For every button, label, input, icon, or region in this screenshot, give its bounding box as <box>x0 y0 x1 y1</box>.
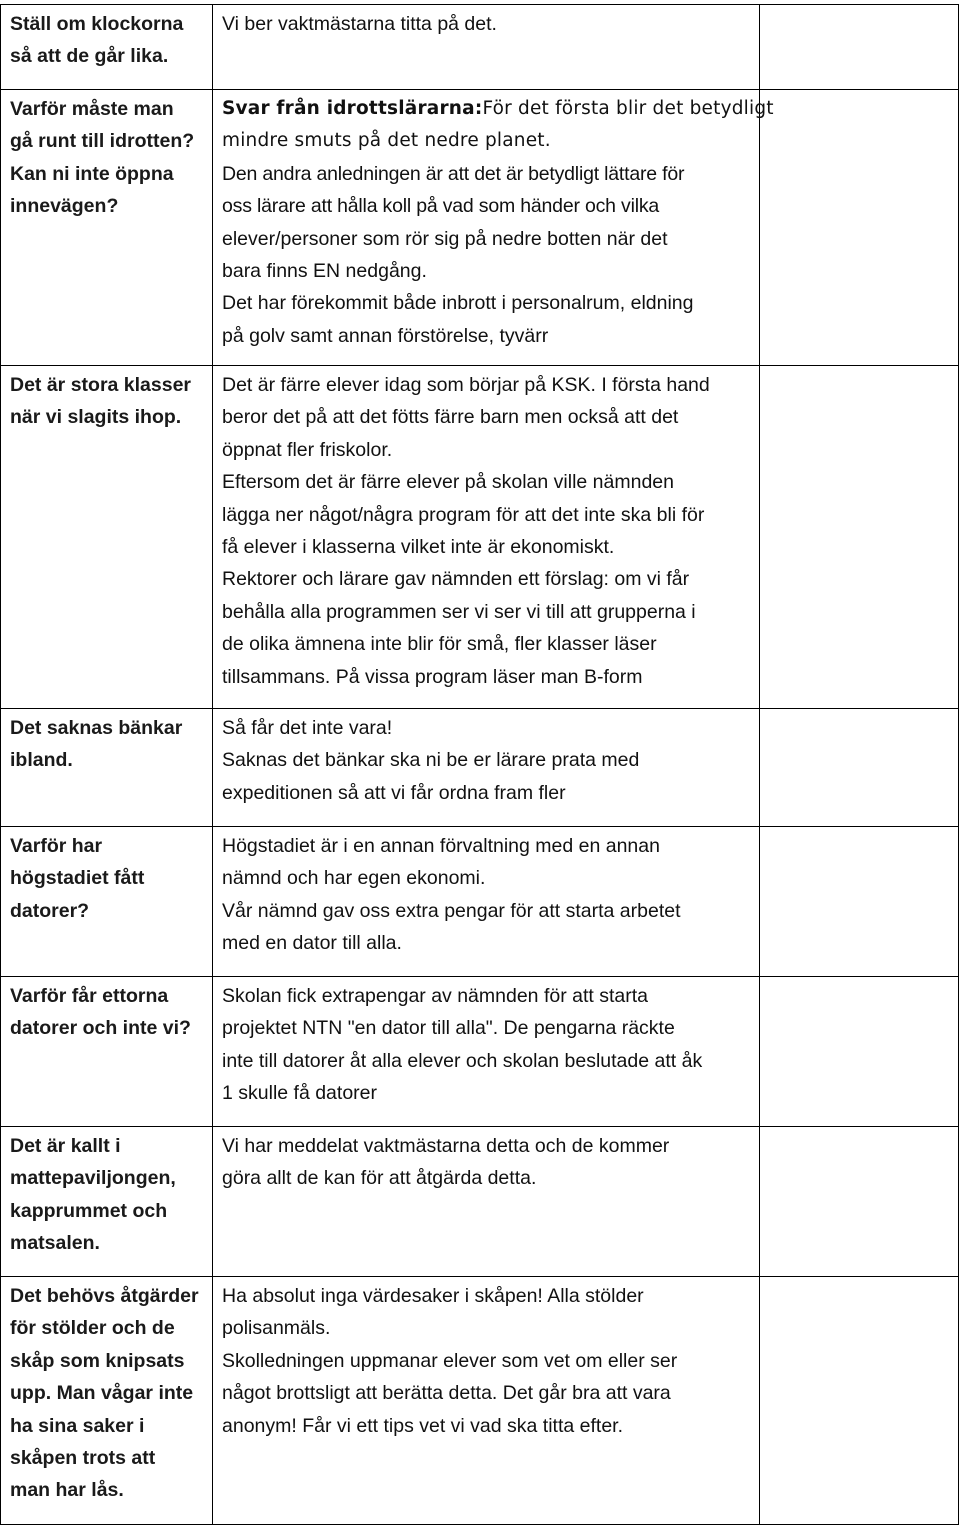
question-cell <box>1 827 213 977</box>
answer-line: Vi ber vaktmästarna titta på det. <box>222 13 497 35</box>
answer-line: göra allt de kan för att åtgärda detta. <box>222 1167 537 1190</box>
question-cell <box>1 5 213 90</box>
empty-cell <box>760 1127 959 1277</box>
question-line: så att de går lika. <box>10 45 169 68</box>
empty-cell <box>760 5 959 90</box>
table-row <box>1 5 959 90</box>
answer-line: Så får det inte vara! <box>222 717 393 739</box>
answer-line: elever/personer som rör sig på nedre botten när det <box>222 227 668 250</box>
table-row <box>1 90 959 366</box>
empty-cell <box>760 977 959 1127</box>
question-line: kapprummet och <box>10 1199 168 1222</box>
answer-line: bara finns EN nedgång. <box>222 260 427 283</box>
answer-line: projektet NTN "en dator till alla". De pengarna räckte <box>222 1017 675 1040</box>
answer-line: Det är färre elever idag som börjar på KSK. I första hand <box>222 374 710 396</box>
table-row <box>1 709 959 827</box>
question-line: datorer och inte vi? <box>10 1017 191 1040</box>
answer-line: behålla alla programmen ser vi ser vi till att grupperna i <box>222 600 696 623</box>
question-cell <box>1 1277 213 1525</box>
answer-line <box>222 93 774 125</box>
question-line: högstadiet fått <box>10 867 145 890</box>
question-line: mattepaviljongen, <box>10 1167 176 1190</box>
question-line: man har lås. <box>10 1479 124 1502</box>
question-line: Varför har <box>10 835 103 857</box>
answer-line: Vi har meddelat vaktmästarna detta och de kommer <box>222 1135 670 1157</box>
answer-line: Det har förekommit både inbrott i personalrum, eldning <box>222 292 694 315</box>
question-line: innevägen? <box>10 195 119 218</box>
answer-line: något brottsligt att berätta detta. Det går bra att vara <box>222 1382 671 1405</box>
answer-line: inte till datorer åt alla elever och skolan beslutade att åk <box>222 1049 703 1072</box>
answer-line: på golv samt annan förstörelse, tyvärr <box>222 324 549 347</box>
question-line: skåp som knipsats <box>10 1349 185 1372</box>
answer-cell <box>213 1277 760 1525</box>
question-line: Det är stora klasser <box>10 374 192 396</box>
question-line: skåpen trots att <box>10 1447 156 1470</box>
answer-line: expeditionen så att vi får ordna fram fler <box>222 781 566 804</box>
question-line: Varför får ettorna <box>10 985 169 1007</box>
question-line: matsalen. <box>10 1232 100 1255</box>
question-line: gå runt till idrotten? <box>10 130 195 153</box>
answer-line: mindre smuts på det nedre planet. <box>222 130 551 152</box>
table-row <box>1 366 959 709</box>
answer-cell <box>213 977 760 1127</box>
answer-line: de olika ämnena inte blir för små, fler klasser läser <box>222 633 657 656</box>
question-line: ibland. <box>10 749 73 772</box>
answer-line: Skolan fick extrapengar av nämnden för att starta <box>222 985 648 1007</box>
table-row <box>1 977 959 1127</box>
answer-line: Saknas det bänkar ska ni be er lärare prata med <box>222 749 640 772</box>
question-line: Ställ om klockorna <box>10 13 184 35</box>
question-cell <box>1 1127 213 1277</box>
answer-cell <box>213 1127 760 1277</box>
empty-cell <box>760 709 959 827</box>
table-row <box>1 827 959 977</box>
question-line: ha sina saker i <box>10 1414 145 1437</box>
answer-line: Eftersom det är färre elever på skolan ville nämnden <box>222 471 674 494</box>
empty-cell <box>760 90 959 366</box>
answer-line-rest: För det första blir det betydligt <box>482 98 774 119</box>
answer-line: Skolledningen uppmanar elever som vet om eller ser <box>222 1349 678 1372</box>
empty-cell <box>760 1277 959 1525</box>
question-line: Det är kallt i <box>10 1135 121 1157</box>
answer-line: Vår nämnd gav oss extra pengar för att starta arbetet <box>222 899 681 922</box>
empty-cell <box>760 366 959 709</box>
qa-table <box>0 4 959 1525</box>
answer-line: Den andra anledningen är att det är betydligt lättare för <box>222 162 685 185</box>
answer-line: beror det på att det fötts färre barn men också att det <box>222 406 679 429</box>
table-row <box>1 1127 959 1277</box>
answer-cell <box>213 709 760 827</box>
question-line: upp. Man vågar inte <box>10 1382 194 1405</box>
question-cell <box>1 977 213 1127</box>
answer-cell <box>213 90 774 366</box>
answer-line: Ha absolut inga värdesaker i skåpen! Alla stölder <box>222 1285 644 1307</box>
question-line: Det behövs åtgärder <box>10 1285 199 1307</box>
answer-line: 1 skulle få datorer <box>222 1082 378 1105</box>
answer-heading: Svar från idrottslärarna: <box>222 98 483 119</box>
question-line: Kan ni inte öppna <box>10 162 174 185</box>
answer-cell <box>213 827 760 977</box>
answer-line: tillsammans. På vissa program läser man B-form <box>222 665 643 688</box>
question-cell <box>1 709 213 827</box>
question-line: när vi slagits ihop. <box>10 406 182 429</box>
answer-line: lägga ner något/några program för att det inte ska bli för <box>222 503 705 526</box>
answer-line: Rektorer och lärare gav nämnden ett förslag: om vi får <box>222 568 690 591</box>
question-cell <box>1 90 213 366</box>
answer-line: öppnat fler friskolor. <box>222 438 393 461</box>
table-row <box>1 1277 959 1525</box>
answer-line: oss lärare att hålla koll på vad som händer och vilka <box>222 195 660 218</box>
empty-cell <box>760 827 959 977</box>
question-cell <box>1 366 213 709</box>
answer-line: anonym! Får vi ett tips vet vi vad ska titta efter. <box>222 1414 623 1437</box>
answer-cell <box>213 366 760 709</box>
answer-line: med en dator till alla. <box>222 932 402 955</box>
question-line: Varför måste man <box>10 98 174 120</box>
answer-cell <box>213 5 760 90</box>
answer-line: nämnd och har egen ekonomi. <box>222 867 486 890</box>
question-line: datorer? <box>10 899 90 922</box>
answer-line: polisanmäls. <box>222 1317 331 1340</box>
question-line: för stölder och de <box>10 1317 175 1340</box>
answer-line: Högstadiet är i en annan förvaltning med en annan <box>222 835 660 857</box>
answer-line: få elever i klasserna vilket inte är ekonomiskt. <box>222 536 615 559</box>
question-line: Det saknas bänkar <box>10 717 183 739</box>
